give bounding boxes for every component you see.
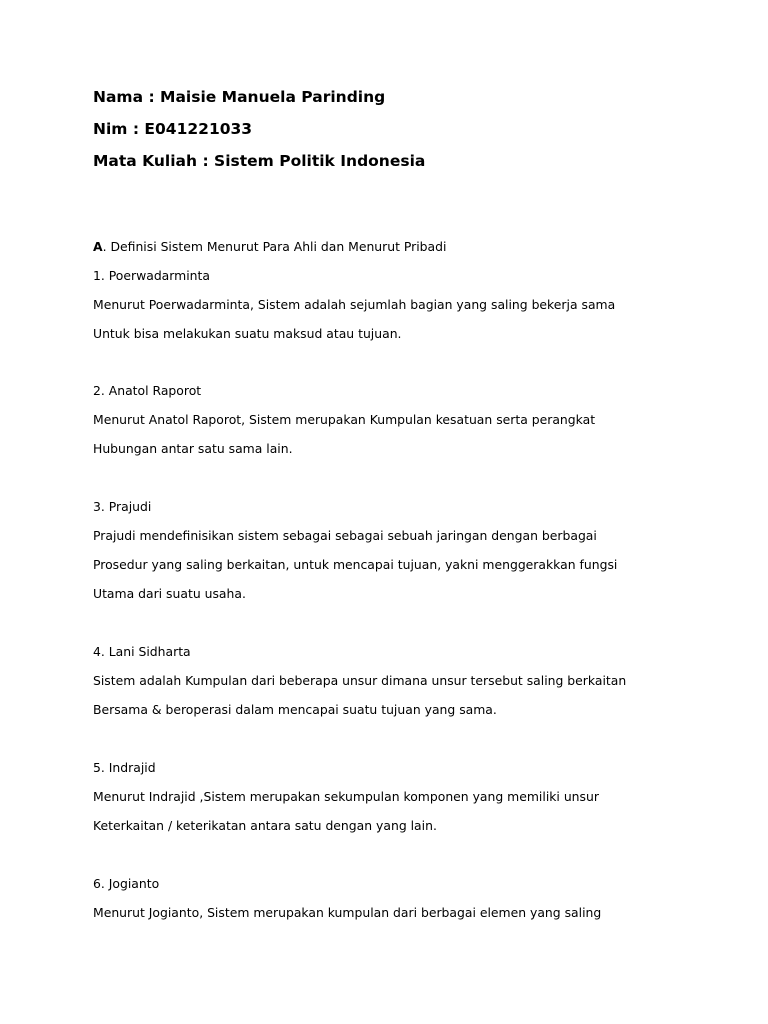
entry-heading: 6. Jogianto [93, 876, 160, 891]
section-a-letter: A [93, 239, 103, 254]
entry-heading: 2. Anatol Raporot [93, 383, 202, 398]
entry-line: Prajudi mendefinisikan sistem sebagai sebagai sebuah jaringan dengan berbagai [93, 528, 597, 543]
entry-line: Menurut Anatol Raporot, Sistem merupakan Kumpulan kesatuan serta perangkat [93, 412, 596, 427]
entry-line: Prosedur yang saling berkaitan, untuk mencapai tujuan, yakni menggerakkan fungsi [93, 557, 618, 572]
entry-heading: 4. Lani Sidharta [93, 644, 191, 659]
section-a-heading [93, 239, 446, 254]
entry-line: Hubungan antar satu sama lain. [93, 441, 293, 456]
entry-heading: 3. Prajudi [93, 499, 152, 514]
entry-line: Menurut Poerwadarminta, Sistem adalah sejumlah bagian yang saling bekerja sama [93, 297, 616, 312]
entry-line: Menurut Indrajid ,Sistem merupakan sekumpulan komponen yang memiliki unsur [93, 789, 599, 804]
entry-line: Keterkaitan / keterikatan antara satu dengan yang lain. [93, 818, 437, 833]
entry-line: Bersama & beroperasi dalam mencapai suatu tujuan yang sama. [93, 702, 497, 717]
entry-line: Utama dari suatu usaha. [93, 586, 246, 601]
entry-heading: 5. Indrajid [93, 760, 156, 775]
entry-line: Sistem adalah Kumpulan dari beberapa unsur dimana unsur tersebut saling berkaitan [93, 673, 627, 688]
student-nim: Nim : E041221033 [93, 120, 253, 138]
student-name: Nama : Maisie Manuela Parinding [93, 88, 386, 106]
course-name: Mata Kuliah : Sistem Politik Indonesia [93, 152, 426, 170]
section-a-title: . Definisi Sistem Menurut Para Ahli dan Menurut Pribadi [102, 239, 447, 254]
entry-line: Menurut Jogianto, Sistem merupakan kumpulan dari berbagai elemen yang saling [93, 905, 602, 920]
entry-line: Untuk bisa melakukan suatu maksud atau tujuan. [93, 326, 402, 341]
entry-heading: 1. Poerwadarminta [93, 268, 210, 283]
